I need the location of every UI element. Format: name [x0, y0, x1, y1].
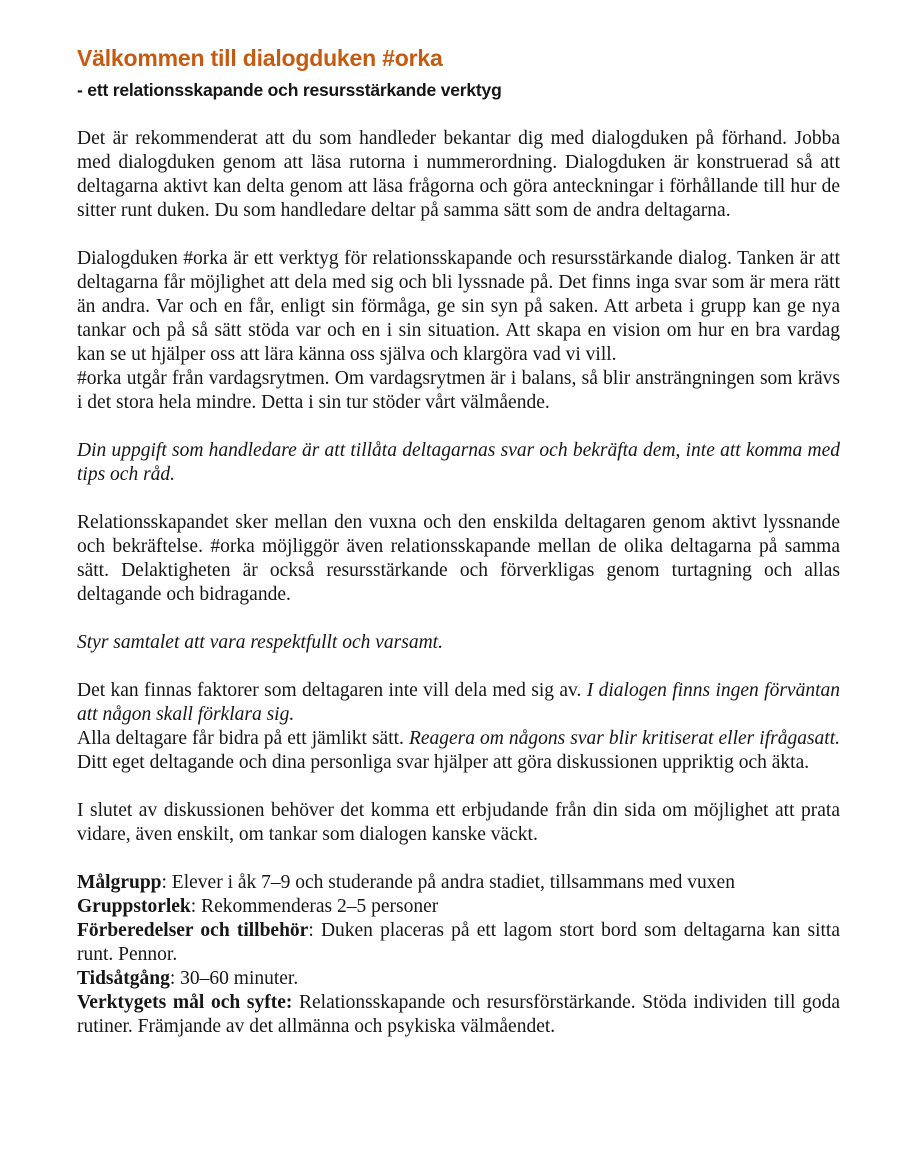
- info-line-malgrupp: [77, 871, 840, 895]
- paragraph-styr-samtalet: Styr samtalet att vara respektfullt och varsamt.: [77, 632, 443, 653]
- info-text-gruppstorlek: : Rekommenderas 2–5 personer: [190, 896, 439, 917]
- faktorer-italic-1: I dialogen finns ingen förväntan att någon skall förklara sig.: [77, 680, 840, 725]
- info-line-gruppstorlek: [77, 895, 840, 919]
- paragraph-dialogduken-part1: Dialogduken #orka är ett verktyg för relationsskapande och resursstärkande dialog. Tanken är att deltagarna får möjlighet att dela med sig och bli lyssnade på. Det finns inga svar som är mera rätt än andra. Var och en får, enligt sin förmåga, ge sin syn på saken. Att arbeta i grupp kan ge nya tankar och på så sätt stöda var och en i sin situation. Att skapa en vision om hur en bra vardag kan se ut hjälper oss att lära känna oss själva och klargöra vad vi vill.: [77, 248, 840, 365]
- info-text-verktygets-mal: Relationsskapande och resursförstärkande. Stöda individen till goda rutiner. Främjande av det allmänna och psykiska välmåendet.: [77, 992, 840, 1037]
- info-line-tidsatgang: [77, 967, 840, 991]
- page-title: Välkommen till dialogduken #orka: [77, 45, 443, 71]
- paragraph-intro: Det är rekommenderat att du som handleder bekantar dig med dialogduken på förhand. Jobba med dialogduken genom att läsa rutorna i nummerordning. Dialogduken är konstruerad så att deltagarna aktivt kan delta genom att läsa frågorna och göra anteckningar i förhållande till hur de sitter runt duken. Du som handledare deltar på samma sätt som de andra deltagarna.: [77, 128, 840, 221]
- paragraph-faktorer: [77, 679, 840, 775]
- paragraph-handledare-uppgift: Din uppgift som handledare är att tillåta deltagarnas svar och bekräfta dem, inte att komma med tips och råd.: [77, 440, 840, 485]
- paragraph-dialogduken: [77, 247, 840, 415]
- paragraph-slutet: I slutet av diskussionen behöver det komma ett erbjudande från din sida om möjlighet att prata vidare, även enskilt, om tankar som dialogen kanske väckt.: [77, 800, 840, 845]
- info-label-tidsatgang: Tidsåtgång: [77, 968, 170, 989]
- page-subtitle: - ett relationsskapande och resursstärkande verktyg: [77, 80, 502, 100]
- info-label-gruppstorlek: Gruppstorlek: [77, 896, 191, 917]
- info-text-malgrupp: : Elever i åk 7–9 och studerande på andra stadiet, tillsammans med vuxen: [161, 872, 735, 893]
- faktorer-italic-2: Reagera om någons svar blir kritiserat eller ifrågasatt.: [408, 728, 840, 749]
- info-block: [77, 871, 840, 1039]
- faktorer-normal-1: Det kan finnas faktorer som deltagaren inte vill dela med sig av.: [77, 680, 587, 701]
- info-label-forberedelser: Förberedelser och tillbehör: [77, 920, 309, 941]
- info-text-forberedelser: : Duken placeras på ett lagom stort bord som deltagarna kan sitta runt. Pennor.: [77, 920, 840, 965]
- info-text-tidsatgang: : 30–60 minuter.: [169, 968, 299, 989]
- faktorer-normal-3: Ditt eget deltagande och dina personliga svar hjälper att göra diskussionen uppriktig och äkta.: [77, 752, 810, 773]
- faktorer-normal-2: Alla deltagare får bidra på ett jämlikt sätt.: [77, 728, 409, 749]
- paragraph-dialogduken-part2: #orka utgår från vardagsrytmen. Om vardagsrytmen är i balans, så blir ansträngningen som krävs i det stora hela mindre. Detta i sin tur stöder vårt välmående.: [77, 368, 840, 413]
- info-line-forberedelser: [77, 919, 840, 967]
- info-label-verktygets-mal: Verktygets mål och syfte:: [77, 992, 293, 1013]
- info-label-malgrupp: Målgrupp: [77, 872, 162, 893]
- paragraph-relationsskapandet: Relationsskapandet sker mellan den vuxna och den enskilda deltagaren genom aktivt lyssnande och bekräftelse. #orka möjliggör även relationsskapande mellan de olika deltagarna på samma sätt. Delaktigheten är också resursstärkande och förverkligas genom turtagning och allas deltagande och bidragande.: [77, 512, 840, 605]
- info-line-verktygets-mal: [77, 991, 840, 1039]
